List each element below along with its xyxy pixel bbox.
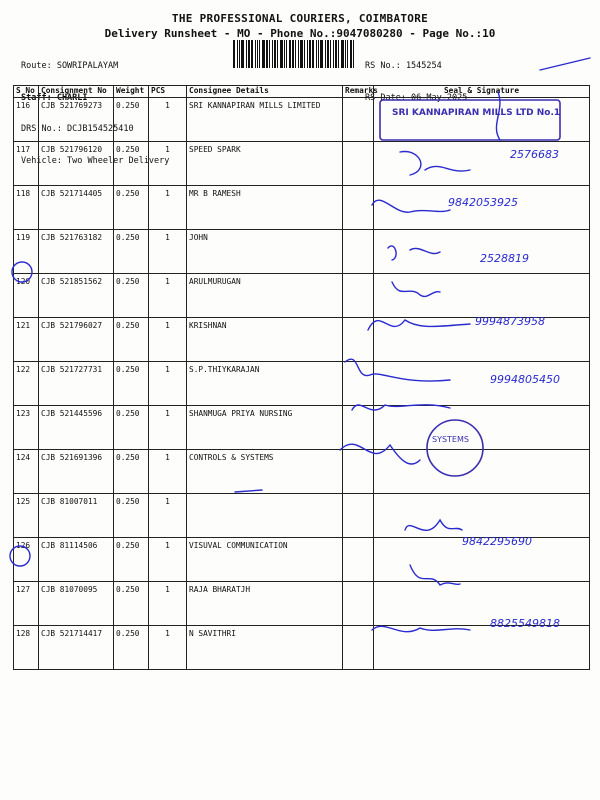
row-signature — [374, 142, 590, 186]
row-consignment: CJB 521691396 — [39, 450, 114, 494]
row-remarks — [343, 186, 374, 230]
handwritten-number: 8825549818 — [490, 617, 560, 630]
row-remarks — [343, 494, 374, 538]
row-sno: 124 — [14, 450, 39, 494]
row-sno: 121 — [14, 318, 39, 362]
row-consignee: RAJA BHARATJH — [187, 582, 343, 626]
row-consignee: SHANMUGA PRIYA NURSING — [187, 406, 343, 450]
row-sno: 122 — [14, 362, 39, 406]
table-row — [14, 582, 590, 626]
row-weight: 0.250 — [114, 98, 149, 142]
row-consignee: N SAVITHRI — [187, 626, 343, 670]
table-row — [14, 494, 590, 538]
barcode-icon — [233, 40, 355, 68]
row-remarks — [343, 582, 374, 626]
row-pcs: 1 — [149, 318, 187, 362]
handwritten-number: 9842053925 — [448, 196, 518, 209]
row-sno: 119 — [14, 230, 39, 274]
row-weight: 0.250 — [114, 582, 149, 626]
row-consignee: JOHN — [187, 230, 343, 274]
table-row — [14, 186, 590, 230]
row-pcs: 1 — [149, 362, 187, 406]
row-consignment: CJB 521796027 — [39, 318, 114, 362]
row-weight: 0.250 — [114, 538, 149, 582]
row-pcs: 1 — [149, 274, 187, 318]
table-row — [14, 406, 590, 450]
table-row — [14, 626, 590, 670]
row-remarks — [343, 406, 374, 450]
row-weight: 0.250 — [114, 142, 149, 186]
row-pcs: 1 — [149, 98, 187, 142]
table-row — [14, 538, 590, 582]
row-consignee: ARULMURUGAN — [187, 274, 343, 318]
row-pcs: 1 — [149, 538, 187, 582]
row-signature — [374, 186, 590, 230]
row-pcs: 1 — [149, 582, 187, 626]
table-header-row — [14, 86, 590, 98]
row-remarks — [343, 230, 374, 274]
row-pcs: 1 — [149, 626, 187, 670]
row-signature — [374, 406, 590, 450]
row-pcs: 1 — [149, 142, 187, 186]
row-sno: 123 — [14, 406, 39, 450]
row-consignee: VISUVAL COMMUNICATION — [187, 538, 343, 582]
runsheet-table — [13, 85, 590, 670]
row-consignment: CJB 81007011 — [39, 494, 114, 538]
col-sno: S No — [14, 86, 39, 98]
pen-stroke — [540, 58, 590, 70]
row-signature — [374, 362, 590, 406]
col-consignment: Consignment No — [39, 86, 114, 98]
row-remarks — [343, 318, 374, 362]
row-signature — [374, 318, 590, 362]
col-remarks: Remarks — [343, 86, 374, 98]
handwritten-number: 2576683 — [510, 148, 559, 161]
row-weight: 0.250 — [114, 186, 149, 230]
row-sno: 117 — [14, 142, 39, 186]
row-signature — [374, 582, 590, 626]
row-signature — [374, 98, 590, 142]
row-sno: 118 — [14, 186, 39, 230]
vehicle-label: Vehicle: Two Wheeler Delivery — [21, 155, 170, 166]
stamp-text: SRI KANNAPIRAN MILLS LTD No.1 — [392, 108, 561, 118]
row-sno: 127 — [14, 582, 39, 626]
row-weight: 0.250 — [114, 406, 149, 450]
runsheet-subtitle: Delivery Runsheet - MO - Phone No.:9047080280 - Page No.:10 — [104, 27, 496, 40]
col-pcs: PCS — [149, 86, 187, 98]
row-remarks — [343, 538, 374, 582]
row-sno: 126 — [14, 538, 39, 582]
row-pcs: 1 — [149, 494, 187, 538]
row-consignment: CJB 521851562 — [39, 274, 114, 318]
row-sno: 116 — [14, 98, 39, 142]
row-pcs: 1 — [149, 186, 187, 230]
handwritten-number: 9994873958 — [475, 315, 545, 328]
row-sno: 128 — [14, 626, 39, 670]
table-row — [14, 318, 590, 362]
row-signature — [374, 450, 590, 494]
row-consignment: CJB 521796120 — [39, 142, 114, 186]
row-consignee: S.P.THIYKARAJAN — [187, 362, 343, 406]
route-label: Route: SOWRIPALAYAM — [21, 61, 119, 71]
table-row — [14, 450, 590, 494]
row-weight: 0.250 — [114, 494, 149, 538]
row-consignment: CJB 81070095 — [39, 582, 114, 626]
table-row — [14, 98, 590, 142]
table-row — [14, 142, 590, 186]
table-row — [14, 362, 590, 406]
handwritten-number: 9842295690 — [462, 535, 532, 548]
row-signature — [374, 274, 590, 318]
row-consignment: CJB 521445596 — [39, 406, 114, 450]
row-weight: 0.250 — [114, 318, 149, 362]
row-consignment: CJB 521714417 — [39, 626, 114, 670]
row-consignment: CJB 521769273 — [39, 98, 114, 142]
col-seal: Seal & Signature — [374, 86, 590, 98]
table-row — [14, 230, 590, 274]
company-title: THE PROFESSIONAL COURIERS, COIMBATORE — [171, 12, 429, 25]
row-signature — [374, 538, 590, 582]
table-row — [14, 274, 590, 318]
row-consignment: CJB 521727731 — [39, 362, 114, 406]
col-details: Consignee Details — [187, 86, 343, 98]
row-signature — [374, 626, 590, 670]
row-remarks — [343, 626, 374, 670]
row-consignee — [187, 494, 343, 538]
row-remarks — [343, 450, 374, 494]
row-remarks — [343, 274, 374, 318]
row-consignee: CONTROLS & SYSTEMS — [187, 450, 343, 494]
col-weight: Weight — [114, 86, 149, 98]
row-sno: 120 — [14, 274, 39, 318]
drs-label: DRS No.: DCJB154525410 — [21, 124, 134, 134]
row-weight: 0.250 — [114, 450, 149, 494]
row-pcs: 1 — [149, 450, 187, 494]
row-consignee: SRI KANNAPIRAN MILLS LIMITED — [187, 98, 343, 142]
row-signature — [374, 494, 590, 538]
row-consignee: KRISHNAN — [187, 318, 343, 362]
row-consignee: MR B RAMESH — [187, 186, 343, 230]
row-remarks — [343, 142, 374, 186]
handwritten-number: 9994805450 — [490, 373, 560, 386]
row-weight: 0.250 — [114, 274, 149, 318]
staff-label: Staff: CHARLI — [21, 92, 88, 103]
row-sno: 125 — [14, 494, 39, 538]
row-consignment: CJB 81114506 — [39, 538, 114, 582]
row-remarks — [343, 362, 374, 406]
handwritten-number: 2528819 — [480, 252, 529, 265]
rs-date-label: RS Date: 06-May-2025 — [365, 92, 468, 103]
row-consignee: SPEED SPARK — [187, 142, 343, 186]
row-pcs: 1 — [149, 406, 187, 450]
row-consignment: CJB 521714405 — [39, 186, 114, 230]
stamp-text: SYSTEMS — [432, 435, 469, 444]
row-weight: 0.250 — [114, 626, 149, 670]
rs-no-label: RS No.: 1545254 — [365, 61, 442, 71]
row-signature — [374, 230, 590, 274]
row-pcs: 1 — [149, 230, 187, 274]
row-weight: 0.250 — [114, 362, 149, 406]
row-weight: 0.250 — [114, 230, 149, 274]
row-consignment: CJB 521763182 — [39, 230, 114, 274]
row-remarks — [343, 98, 374, 142]
